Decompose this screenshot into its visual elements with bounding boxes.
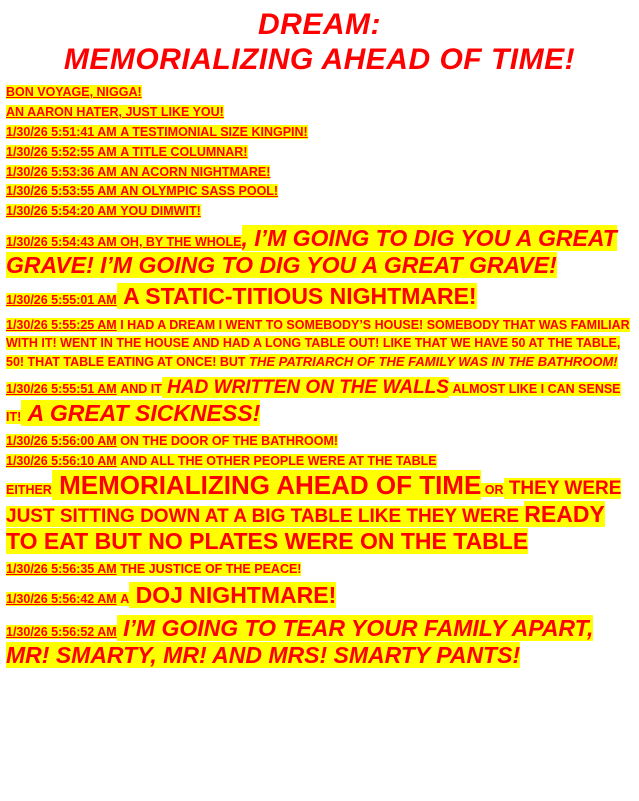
entry-text: ON THE DOOR OF THE BATHROOM! <box>120 433 339 448</box>
transcript-entry <box>6 83 633 102</box>
entry-timestamp: 1/30/26 5:54:20 AM <box>6 204 117 219</box>
page-title <box>6 8 633 77</box>
entry-text-italic: THE PATRIARCH OF THE FAMILY WAS IN THE BATHROOM! <box>249 354 618 370</box>
entry-text: AN OLYMPIC SASS POOL! <box>120 184 279 199</box>
entry-timestamp: 1/30/26 5:56:42 AM <box>6 592 117 607</box>
transcript-entry <box>6 283 633 310</box>
entry-text-small: OH, BY THE WHOLE <box>120 235 242 250</box>
transcript-entry <box>6 123 633 142</box>
transcript-entry <box>6 582 633 609</box>
entry-text-emphasis: DOJ NIGHTMARE! <box>135 582 337 609</box>
transcript-entry <box>6 163 633 182</box>
entry-tail-small: OR <box>484 483 504 498</box>
page-title-line-1: DREAM: <box>258 8 381 41</box>
transcript-entry <box>6 182 633 201</box>
entry-text-small: AND ALL THE OTHER PEOPLE WERE AT THE TABLE EITHER <box>6 453 437 498</box>
entry-timestamp: 1/30/26 5:55:01 AM <box>6 293 117 308</box>
entry-lead-small: AND IT <box>120 382 162 397</box>
entry-text-medium: HAD WRITTEN ON THE WALLS <box>167 377 449 399</box>
entry-text-emphasis: , I’M GOING TO DIG YOU A GREAT GRAVE! I’M GOING TO DIG YOU A GREAT GRAVE! <box>6 225 617 279</box>
entry-text-small: I HAD A DREAM I WENT TO SOMEBODY’S HOUSE! SOMEBODY THAT WAS FAMILIAR WITH IT! WENT IN THE HOUSE AND HAD A LONG TABLE OUT! LIKE THAT WE HAVE 50 AT THE TABLE, 50! THAT TABLE EATING AT ONCE! BUT <box>6 317 630 370</box>
entry-text: AN AARON HATER, JUST LIKE YOU! <box>6 104 224 119</box>
transcript-entry <box>6 225 633 279</box>
entry-timestamp: 1/30/26 5:56:52 AM <box>6 624 117 639</box>
entry-text: AN ACORN NIGHTMARE! <box>120 164 271 179</box>
entry-text: A TESTIMONIAL SIZE KINGPIN! <box>120 124 308 139</box>
transcript-entry <box>6 103 633 122</box>
transcript-entries <box>6 83 633 669</box>
entry-text-emphasis: A GREAT SICKNESS! <box>27 399 261 426</box>
entry-timestamp: 1/30/26 5:51:41 AM <box>6 124 117 139</box>
entry-timestamp: 1/30/26 5:53:55 AM <box>6 184 117 199</box>
entry-text: A TITLE COLUMNAR! <box>120 144 248 159</box>
entry-timestamp: 1/30/26 5:56:10 AM <box>6 453 117 468</box>
entry-text-xlarge: MEMORIALIZING AHEAD OF TIME <box>59 470 482 501</box>
entry-text-small-2: THEY WERE JUST SITTING DOWN AT A BIG TABLE LIKE THEY WERE <box>6 478 622 528</box>
transcript-entry <box>6 432 633 451</box>
entry-timestamp: 1/30/26 5:56:00 AM <box>6 433 117 448</box>
entry-timestamp: 1/30/26 5:56:35 AM <box>6 561 117 576</box>
transcript-entry <box>6 452 633 556</box>
entry-text: BON VOYAGE, NIGGA! <box>6 85 142 99</box>
transcript-entry <box>6 560 633 579</box>
entry-text: YOU DIMWIT! <box>120 204 201 219</box>
transcript-entry <box>6 202 633 221</box>
entry-text-emphasis: A STATIC-TITIOUS NIGHTMARE! <box>123 283 477 310</box>
entry-text-medium-2: READY TO EAT BUT NO PLATES WERE ON THE TABLE <box>6 501 605 555</box>
entry-timestamp: 1/30/26 5:52:55 AM <box>6 144 117 159</box>
entry-timestamp: 1/30/26 5:54:43 AM <box>6 235 117 250</box>
entry-timestamp: 1/30/26 5:53:36 AM <box>6 164 117 179</box>
transcript-entry <box>6 615 633 669</box>
transcript-entry <box>6 143 633 162</box>
entry-timestamp: 1/30/26 5:55:51 AM <box>6 382 117 397</box>
entry-lead-small: A <box>120 592 130 607</box>
transcript-entry <box>6 316 633 373</box>
transcript-entry <box>6 377 633 427</box>
entry-text: THE JUSTICE OF THE PEACE! <box>120 561 302 576</box>
entry-tail-small: ALMOST LIKE I CAN SENSE IT! <box>6 382 621 424</box>
entry-timestamp: 1/30/26 5:55:25 AM <box>6 317 117 332</box>
page-title-line-2: MEMORIALIZING AHEAD OF TIME! <box>63 42 576 76</box>
entry-text-emphasis: I’M GOING TO TEAR YOUR FAMILY APART, MR! SMARTY, MR! AND MRS! SMARTY PANTS! <box>6 614 594 668</box>
